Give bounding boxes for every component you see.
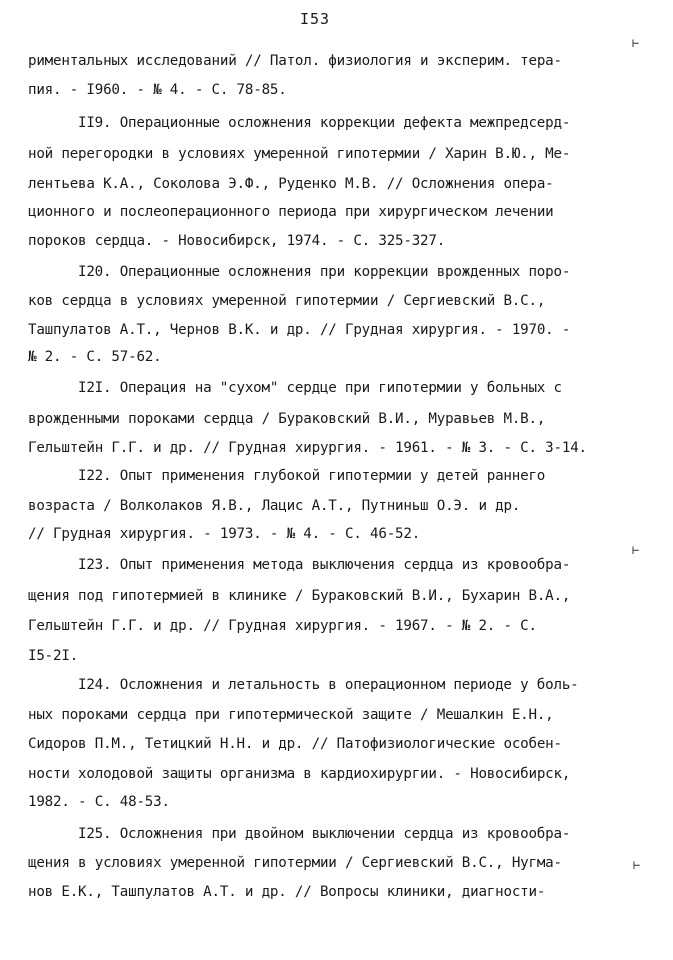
text-line: // Грудная хирургия. - 1973. - № 4. - С. 46-52.: [28, 526, 421, 542]
text-line: ной перегородки в условиях умеренной гипотермии / Харин В.Ю., Ме-: [28, 146, 571, 162]
reference-entry-125: I25. Осложнения при двойном выключении сердца из кровообра-: [78, 826, 571, 842]
text-line: ных пороками сердца при гипотермической защите / Мешалкин Е.Н.,: [28, 707, 554, 723]
margin-mark: ⊢: [633, 858, 641, 872]
reference-entry-122: I22. Опыт применения глубокой гипотермии у детей раннего: [78, 468, 546, 484]
text-line: ков сердца в условиях умеренной гипотермии / Сергиевский В.С.,: [28, 293, 546, 309]
text-line: щения под гипотермией в клинике / Бураковский В.И., Бухарин В.А.,: [28, 588, 571, 604]
text-line: лентьева К.А., Соколова Э.Ф., Руденко М.В. // Осложнения опера-: [28, 176, 554, 192]
text-line: Сидоров П.М., Тетицкий Н.Н. и др. // Патофизиологические особен-: [28, 736, 562, 752]
text-line: № 2. - С. 57-62.: [28, 349, 162, 365]
reference-entry-119: II9. Операционные осложнения коррекции дефекта межпредсерд-: [78, 115, 571, 131]
text-line: щения в условиях умеренной гипотермии / Сергиевский В.С., Нугма-: [28, 855, 562, 871]
text-line: нов Е.К., Ташпулатов А.Т. и др. // Вопросы клиники, диагности-: [28, 884, 546, 900]
reference-entry-124: I24. Осложнения и летальность в операционном периоде у боль-: [78, 677, 579, 693]
margin-mark: ⊢: [632, 36, 640, 50]
margin-mark: ⊢: [632, 543, 640, 557]
text-line: ционного и послеоперационного периода при хирургическом лечении: [28, 204, 554, 220]
reference-entry-120: I20. Операционные осложнения при коррекции врожденных поро-: [78, 264, 571, 280]
text-line: 1982. - С. 48-53.: [28, 794, 170, 810]
text-line: ности холодовой защиты организма в кардиохирургии. - Новосибирск,: [28, 766, 571, 782]
text-line: возраста / Волколаков Я.В., Лацис А.Т., Путниньш О.Э. и др.: [28, 498, 521, 514]
text-line: I5-2I.: [28, 648, 79, 664]
text-line: пия. - I960. - № 4. - С. 78-85.: [28, 82, 287, 98]
text-line: Гельштейн Г.Г. и др. // Грудная хирургия. - 1967. - № 2. - С.: [28, 618, 537, 634]
text-line: врожденными пороками сердца / Бураковский В.И., Муравьев М.В.,: [28, 411, 546, 427]
text-line: Гельштейн Г.Г. и др. // Грудная хирургия. - 1961. - № 3. - С. 3-14.: [28, 440, 587, 456]
text-line: пороков сердца. - Новосибирск, 1974. - С. 325-327.: [28, 233, 446, 249]
reference-entry-121: I2I. Операция на "сухом" сердце при гипотермии у больных с: [78, 380, 562, 396]
page-number: I53: [300, 10, 331, 28]
reference-entry-123: I23. Опыт применения метода выключения сердца из кровообра-: [78, 557, 571, 573]
text-line: Ташпулатов А.Т., Чернов В.К. и др. // Грудная хирургия. - 1970. -: [28, 322, 571, 338]
text-line: риментальных исследований // Патол. физиология и эксперим. тера-: [28, 53, 562, 69]
